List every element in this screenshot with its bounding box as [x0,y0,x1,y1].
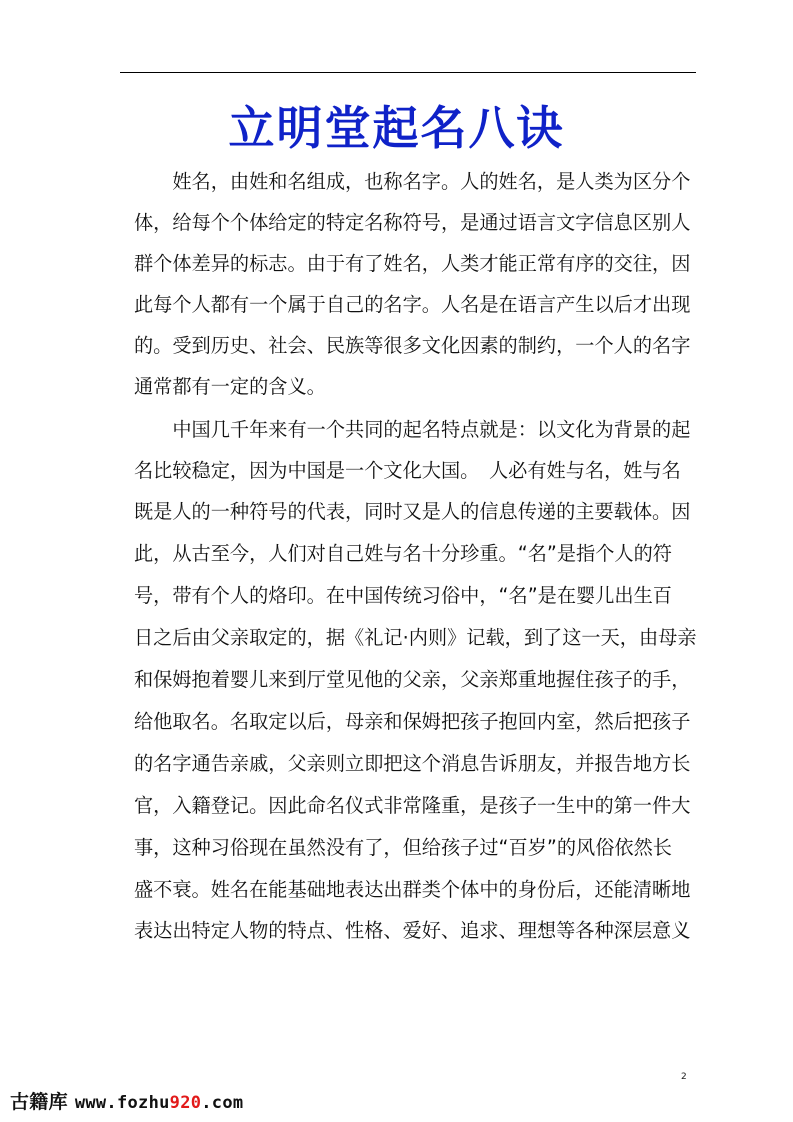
body-line: 盛不衰。姓名在能基础地表达出群类个体中的身份后，还能清晰地 [134,878,691,901]
body-line: 事，这种习俗现在虽然没有了，但给孩子过“百岁”的风俗依然长 [134,836,672,859]
body-line: 号，带有个人的烙印。在中国传统习俗中，“名”是在婴儿出生百 [134,584,672,607]
watermark-url-digits: 920 [169,1093,202,1113]
body-line: 的名字通告亲戚，父亲则立即把这个消息告诉朋友，并报告地方长 [134,752,691,775]
body-line: 群个体差异的标志。由于有了姓名，人类才能正常有序的交往，因 [134,252,691,275]
body-line: 通常都有一定的含义。 [134,375,326,398]
body-line: 此，从古至今，人们对自己姓与名十分珍重。“名”是指个人的符 [134,542,672,565]
body-line: 官，入籍登记。因此命名仪式非常隆重，是孩子一生中的第一件大 [134,794,691,817]
document-title: 立明堂起名八诀 [228,101,565,155]
body-line: 日之后由父亲取定的，据《礼记·内则》记载，到了这一天，由母亲 [134,626,697,649]
page-number: 2 [681,1072,687,1082]
watermark-site-name: 古籍库 [10,1091,68,1113]
body-line: 给他取名。名取定以后，母亲和保姆把孩子抱回内室，然后把孩子 [134,710,691,733]
watermark-url-suffix: .com [201,1093,244,1113]
body-line: 名比较稳定，因为中国是一个文化大国。 人必有姓与名，姓与名 [134,459,681,482]
body-line: 中国几千年来有一个共同的起名特点就是：以文化为背景的起 [134,418,691,441]
body-line: 的。受到历史、社会、民族等很多文化因素的制约，一个人的名字 [134,334,691,357]
body-line: 此每个人都有一个属于自己的名字。人名是在语言产生以后才出现 [134,293,691,316]
header-rule [120,72,696,73]
body-line: 既是人的一种符号的代表，同时又是人的信息传递的主要载体。因 [134,500,691,523]
watermark-url [75,1093,244,1113]
body-line: 和保姆抱着婴儿来到厅堂见他的父亲，父亲郑重地握住孩子的手， [134,668,691,691]
watermark-url-prefix: www.fozhu [74,1093,170,1113]
body-line: 体，给每个个体给定的特定名称符号，是通过语言文字信息区别人 [134,211,691,234]
site-watermark [10,1090,243,1115]
body-line: 姓名，由姓和名组成，也称名字。人的姓名，是人类为区分个 [134,170,691,193]
body-line: 表达出特定人物的特点、性格、爱好、追求、理想等各种深层意义 [134,919,691,942]
